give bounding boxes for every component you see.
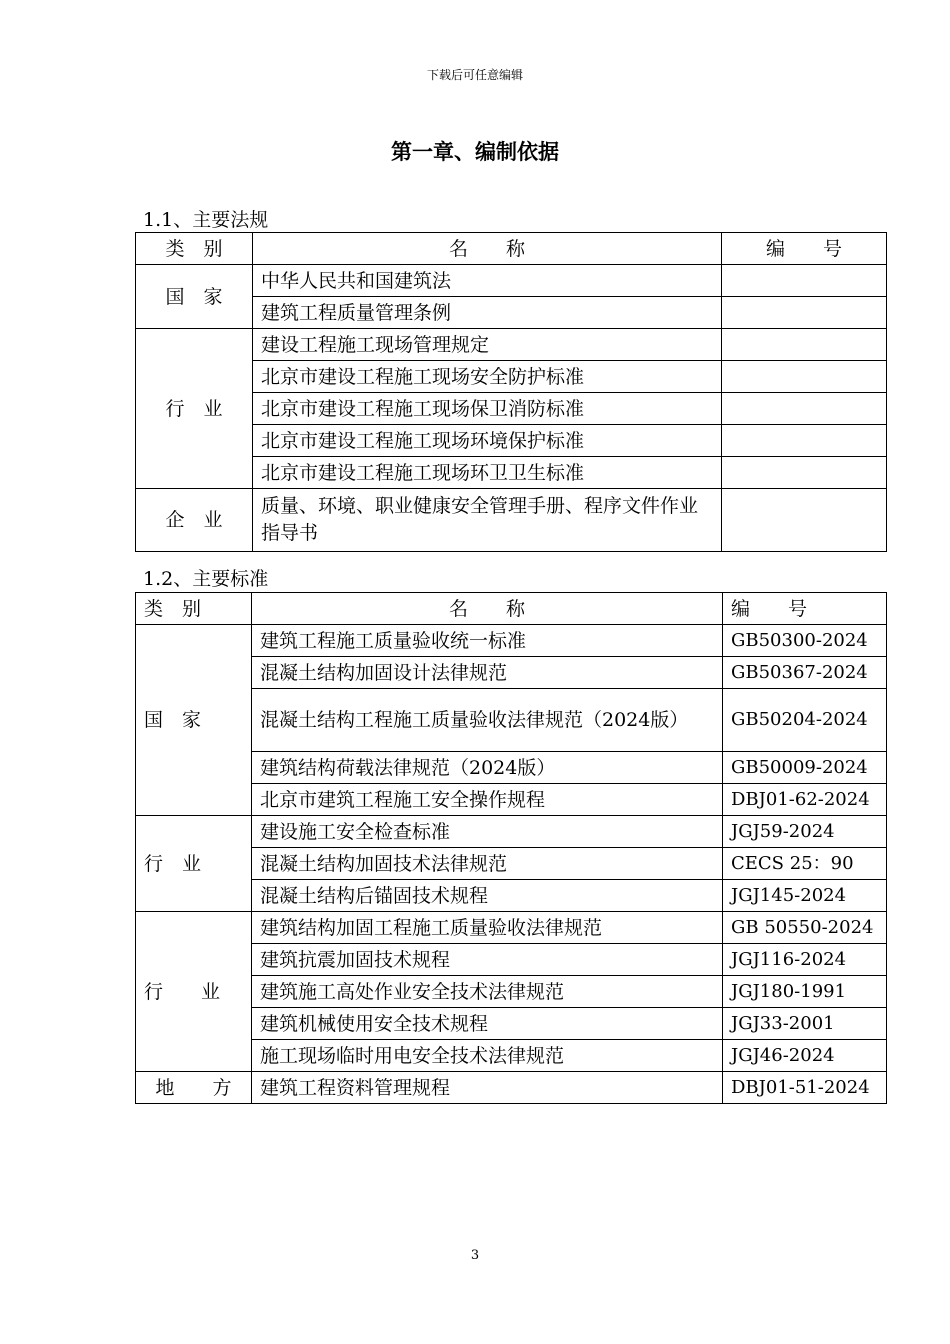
page-number: 3 (470, 1248, 480, 1263)
code-cell (722, 329, 887, 361)
code-cell: JGJ33-2001 (723, 1008, 887, 1040)
header-code: 编 号 (722, 233, 887, 265)
table-header-row (136, 233, 887, 265)
code-cell (722, 393, 887, 425)
name-cell: 质量、环境、职业健康安全管理手册、程序文件作业指导书 (253, 489, 722, 552)
table-row (136, 1072, 887, 1104)
code-cell: JGJ116-2024 (723, 944, 887, 976)
code-cell: GB50300-2024 (723, 625, 887, 657)
name-cell: 建筑结构荷载法律规范（2024版） (252, 752, 723, 784)
code-cell: JGJ145-2024 (723, 880, 887, 912)
name-cell: 北京市建筑工程施工安全操作规程 (252, 784, 723, 816)
standards-table (135, 592, 887, 1104)
name-cell: 建筑施工高处作业安全技术法律规范 (252, 976, 723, 1008)
name-cell: 中华人民共和国建筑法 (253, 265, 722, 297)
category-cell: 企 业 (136, 489, 253, 552)
code-cell (722, 457, 887, 489)
name-cell: 建筑工程施工质量验收统一标准 (252, 625, 723, 657)
header-category: 类 别 (136, 233, 253, 265)
name-cell: 北京市建设工程施工现场保卫消防标准 (253, 393, 722, 425)
header-code: 编 号 (723, 593, 887, 625)
regulations-table (135, 232, 887, 552)
table-row (136, 912, 887, 944)
page-header: 下载后可任意编辑 (426, 68, 523, 82)
name-cell: 建筑结构加固工程施工质量验收法律规范 (252, 912, 723, 944)
chapter-title: 第一章、编制依据 (391, 140, 559, 164)
name-cell: 北京市建设工程施工现场环境保护标准 (253, 425, 722, 457)
code-cell: GB50204-2024 (723, 689, 887, 752)
code-cell: GB 50550-2024 (723, 912, 887, 944)
code-cell: JGJ46-2024 (723, 1040, 887, 1072)
header-name: 名 称 (252, 593, 723, 625)
table-row (136, 489, 887, 552)
category-cell: 行 业 (136, 329, 253, 489)
name-cell: 建筑工程资料管理规程 (252, 1072, 723, 1104)
table-row (136, 265, 887, 297)
section-heading-regulations: 1.1、主要法规 (143, 209, 269, 231)
name-cell: 混凝土结构后锚固技术规程 (252, 880, 723, 912)
category-cell: 行 业 (136, 816, 252, 912)
code-cell (722, 297, 887, 329)
name-cell: 建筑工程质量管理条例 (253, 297, 722, 329)
name-cell: 建设工程施工现场管理规定 (253, 329, 722, 361)
code-cell (722, 489, 887, 552)
table-row (136, 625, 887, 657)
category-cell: 地 方 (136, 1072, 252, 1104)
code-cell: JGJ59-2024 (723, 816, 887, 848)
code-cell: CECS 25：90 (723, 848, 887, 880)
category-cell: 国 家 (136, 265, 253, 329)
code-cell: GB50367-2024 (723, 657, 887, 689)
name-cell: 建设施工安全检查标准 (252, 816, 723, 848)
name-cell: 北京市建设工程施工现场安全防护标准 (253, 361, 722, 393)
section-heading-standards: 1.2、主要标准 (143, 568, 269, 590)
name-cell: 建筑抗震加固技术规程 (252, 944, 723, 976)
table-row (136, 816, 887, 848)
code-cell: DBJ01-62-2024 (723, 784, 887, 816)
code-cell: GB50009-2024 (723, 752, 887, 784)
name-cell: 建筑机械使用安全技术规程 (252, 1008, 723, 1040)
category-cell: 国 家 (136, 625, 252, 816)
code-cell: DBJ01-51-2024 (723, 1072, 887, 1104)
name-cell: 北京市建设工程施工现场环卫卫生标准 (253, 457, 722, 489)
name-cell: 混凝土结构加固技术法律规范 (252, 848, 723, 880)
name-cell: 混凝土结构工程施工质量验收法律规范（2024版） (252, 689, 723, 752)
code-cell: JGJ180-1991 (723, 976, 887, 1008)
code-cell (722, 425, 887, 457)
name-cell: 混凝土结构加固设计法律规范 (252, 657, 723, 689)
category-cell: 行 业 (136, 912, 252, 1072)
header-name: 名 称 (253, 233, 722, 265)
table-row (136, 329, 887, 361)
header-category: 类 别 (136, 593, 252, 625)
code-cell (722, 265, 887, 297)
table-header-row (136, 593, 887, 625)
name-cell: 施工现场临时用电安全技术法律规范 (252, 1040, 723, 1072)
code-cell (722, 361, 887, 393)
